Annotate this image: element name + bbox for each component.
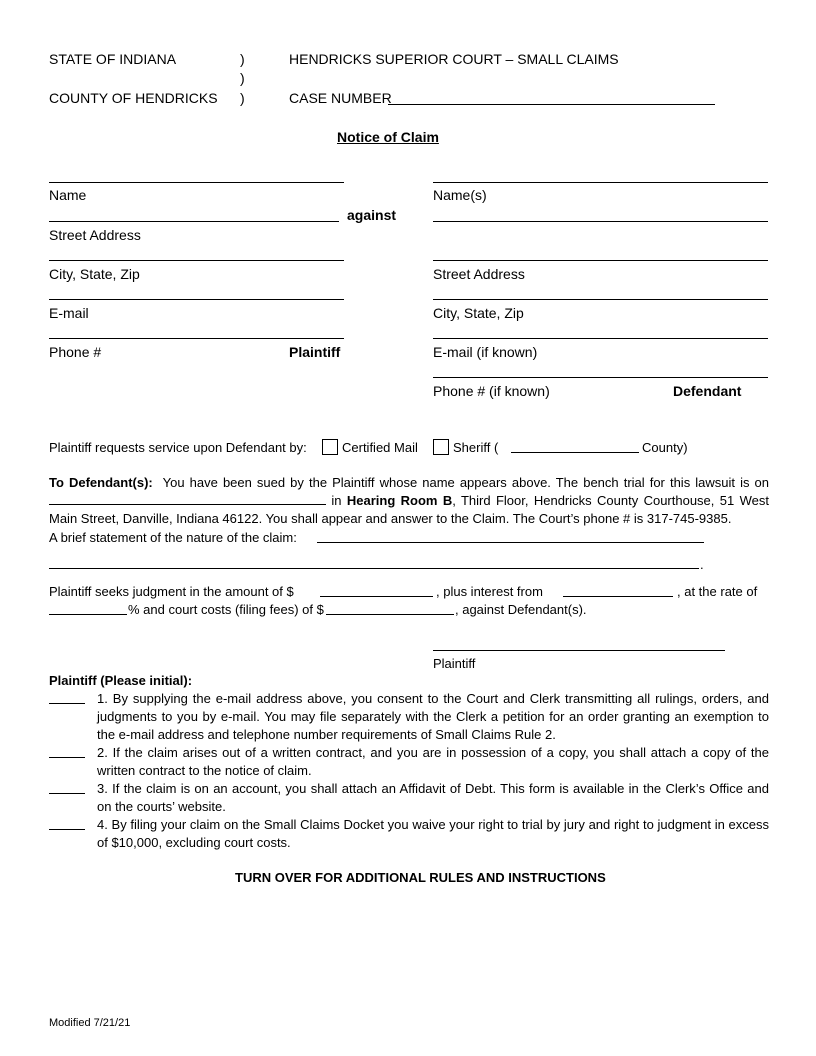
defendant-phone-label: Phone # (if known) bbox=[433, 383, 550, 399]
court-costs-field[interactable] bbox=[326, 614, 454, 615]
initial-field-2[interactable] bbox=[49, 757, 85, 758]
service-label: Plaintiff requests service upon Defendant by: bbox=[49, 440, 307, 455]
interest-date-field[interactable] bbox=[563, 596, 673, 597]
plaintiff-phone-field[interactable] bbox=[49, 338, 344, 339]
sheriff-county-label: County) bbox=[642, 440, 688, 455]
plaintiff-city-label: City, State, Zip bbox=[49, 266, 140, 282]
initial-item-2: 2. If the claim arises out of a written contract, and you are in possession of a copy, you shall attach a copy of the written contract to the notice of claim. bbox=[97, 745, 769, 778]
caption-paren: ) bbox=[240, 70, 245, 86]
judgment-amount-field[interactable] bbox=[320, 596, 433, 597]
defendant-city-field[interactable] bbox=[433, 299, 768, 300]
sheriff-checkbox[interactable] bbox=[433, 439, 449, 455]
defendant-role-label: Defendant bbox=[673, 383, 742, 399]
sheriff-county-field[interactable] bbox=[511, 452, 639, 453]
defendant-name-field[interactable] bbox=[433, 182, 768, 183]
initial-field-3[interactable] bbox=[49, 793, 85, 794]
defendant-names-label: Name(s) bbox=[433, 187, 487, 203]
defendant-email-label: E-mail (if known) bbox=[433, 344, 538, 360]
against-defendant-text: , against Defendant(s). bbox=[455, 602, 587, 617]
in-label: in bbox=[331, 493, 342, 508]
defendant-email-field[interactable] bbox=[433, 338, 768, 339]
turn-over-notice: TURN OVER FOR ADDITIONAL RULES AND INSTRUCTIONS bbox=[235, 870, 606, 885]
certified-mail-label: Certified Mail bbox=[342, 440, 418, 455]
plaintiff-street-label: Street Address bbox=[49, 227, 141, 243]
defendant-street-label: Street Address bbox=[433, 266, 525, 282]
initial-item-4: 4. By filing your claim on the Small Claims Docket you waive your right to trial by jury and right to judgment in excess of $10,000, excluding court costs. bbox=[97, 817, 769, 850]
hearing-room: Hearing Room B bbox=[346, 493, 453, 508]
to-defendant-text: You have been sued by the Plaintiff whose name appears above. The bench trial for this lawsuit is on bbox=[162, 475, 769, 490]
plaintiff-signature-field[interactable] bbox=[433, 650, 725, 651]
initial-item-3: 3. If the claim is on an account, you shall attach an Affidavit of Debt. This form is available in the Clerk’s Office and on the courts’ website. bbox=[97, 781, 769, 814]
caption-paren: ) bbox=[240, 51, 245, 67]
case-number-label: CASE NUMBER bbox=[289, 90, 392, 106]
defendant-name2-field[interactable] bbox=[433, 221, 768, 222]
plaintiff-name-label: Name bbox=[49, 187, 87, 203]
against-label: against bbox=[347, 207, 397, 223]
plaintiff-email-label: E-mail bbox=[49, 305, 89, 321]
plaintiff-name-field[interactable] bbox=[49, 182, 344, 183]
page-title: Notice of Claim bbox=[337, 129, 439, 145]
defendant-phone-field[interactable] bbox=[433, 377, 768, 378]
case-number-field[interactable] bbox=[388, 104, 715, 105]
plaintiff-phone-label: Phone # bbox=[49, 344, 102, 360]
interest-text: , plus interest from bbox=[436, 584, 543, 599]
plaintiff-role-label: Plaintiff bbox=[289, 344, 341, 360]
courthouse-text: , Third Floor, Hendricks County Courthouse, 51 West Main Street, Danville, Indiana 46122. You shall appear and answer to the Claim. The Court’s phone # is 317-745-9385. bbox=[49, 493, 769, 526]
judgment-amount-text: Plaintiff seeks judgment in the amount of $ bbox=[49, 584, 294, 599]
claim-nature-field-2[interactable] bbox=[49, 568, 699, 569]
certified-mail-checkbox[interactable] bbox=[322, 439, 338, 455]
signature-label: Plaintiff bbox=[433, 656, 476, 671]
initial-item-1: 1. By supplying the e-mail address above, you consent to the Court and Clerk transmitting all rulings, orders, and judgments to you by e-mail. You may file separately with the Clerk a petition for an order granting an exemption to the e-mail address and telephone number requirements of Small Claims Rule 2. bbox=[97, 691, 769, 742]
plaintiff-city-field[interactable] bbox=[49, 260, 344, 261]
defendant-city-label: City, State, Zip bbox=[433, 305, 524, 321]
to-defendant-label: To Defendant(s): bbox=[49, 475, 153, 490]
rate-text: , at the rate of bbox=[677, 584, 758, 599]
trial-date-field[interactable] bbox=[49, 492, 326, 505]
claim-nature-field[interactable] bbox=[317, 542, 704, 543]
initial-field-4[interactable] bbox=[49, 829, 85, 830]
caption-paren: ) bbox=[240, 90, 245, 106]
plaintiff-email-field[interactable] bbox=[49, 299, 344, 300]
plaintiff-street-field[interactable] bbox=[49, 221, 339, 222]
to-defendant-paragraph bbox=[49, 474, 769, 528]
court-name: HENDRICKS SUPERIOR COURT – SMALL CLAIMS bbox=[289, 51, 619, 67]
claim-nature-period: . bbox=[700, 557, 704, 572]
interest-rate-field[interactable] bbox=[49, 614, 127, 615]
court-costs-text: % and court costs (filing fees) of $ bbox=[128, 602, 324, 617]
state-label: STATE OF INDIANA bbox=[49, 51, 177, 67]
defendant-street-field[interactable] bbox=[433, 260, 768, 261]
modified-date: Modified 7/21/21 bbox=[49, 1017, 131, 1029]
county-label: COUNTY OF HENDRICKS bbox=[49, 90, 218, 106]
brief-statement-label: A brief statement of the nature of the claim: bbox=[49, 530, 297, 545]
initial-heading: Plaintiff (Please initial): bbox=[49, 673, 193, 688]
initial-field-1[interactable] bbox=[49, 703, 85, 704]
sheriff-label: Sheriff ( bbox=[453, 440, 499, 455]
